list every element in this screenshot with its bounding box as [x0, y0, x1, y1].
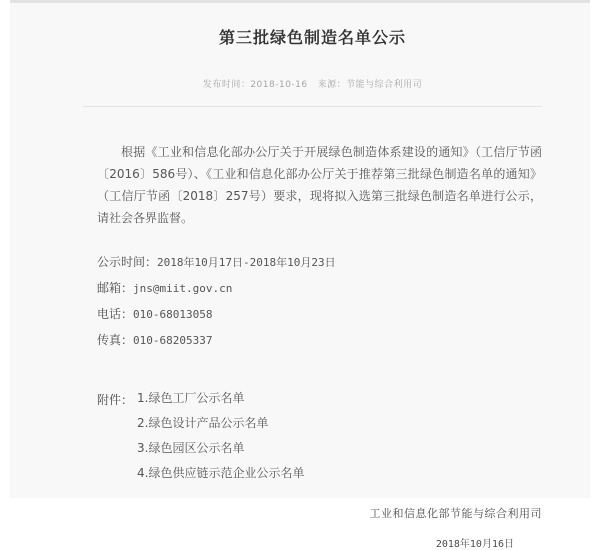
announcement-paragraph: 根据《工业和信息化部办公厅关于开展绿色制造体系建设的通知》（工信厅节函〔2016〕586号）、《工业和信息化部办公厅关于推荐第三批绿色制造名单的通知》（工信厅节函〔2018〕257号）要求，现将拟入选第三批绿色制造名单进行公示，请社会各界监督。	[97, 141, 542, 229]
phone-label: 电话：	[97, 307, 133, 321]
publicity-period-value: 2018年10月17日-2018年10月23日	[157, 256, 336, 269]
attachments-list	[133, 391, 304, 491]
issue-date: 2018年10月16日	[83, 535, 542, 550]
detail-row-fax	[97, 333, 542, 359]
issuing-department: 工业和信息化部节能与综合利用司	[83, 505, 542, 521]
attachments-label: 附件：	[97, 391, 133, 408]
phone-value: 010-68013058	[133, 308, 212, 321]
source-name: 节能与综合利用司	[346, 80, 422, 90]
publish-date: 2018-10-16	[250, 80, 307, 90]
announcement-card	[10, 0, 590, 498]
attachments-section	[97, 391, 542, 491]
detail-row-phone	[97, 307, 542, 333]
signature-block	[83, 505, 542, 550]
attachment-link-green-park[interactable]: 3.绿色园区公示名单	[137, 441, 304, 466]
attachment-link-green-design-product[interactable]: 2.绿色设计产品公示名单	[137, 416, 304, 441]
fax-label: 传真：	[97, 333, 133, 347]
page-title: 第三批绿色制造名单公示	[83, 25, 542, 48]
attachment-link-green-factory[interactable]: 1.绿色工厂公示名单	[137, 391, 304, 416]
meta-line	[83, 77, 542, 90]
contact-details	[97, 255, 542, 359]
publicity-period-label: 公示时间：	[97, 255, 157, 269]
publish-time-label: 发布时间：	[203, 80, 251, 90]
detail-row-email	[97, 281, 542, 307]
email-value: jns@miit.gov.cn	[133, 282, 232, 295]
attachment-link-green-supply-chain[interactable]: 4.绿色供应链示范企业公示名单	[137, 466, 304, 491]
content-divider	[83, 106, 542, 107]
source-label: 来源：	[318, 80, 347, 90]
fax-value: 010-68205337	[133, 334, 212, 347]
detail-row-publicity-period	[97, 255, 542, 281]
email-label: 邮箱：	[97, 281, 133, 295]
announcement-content	[10, 25, 590, 550]
